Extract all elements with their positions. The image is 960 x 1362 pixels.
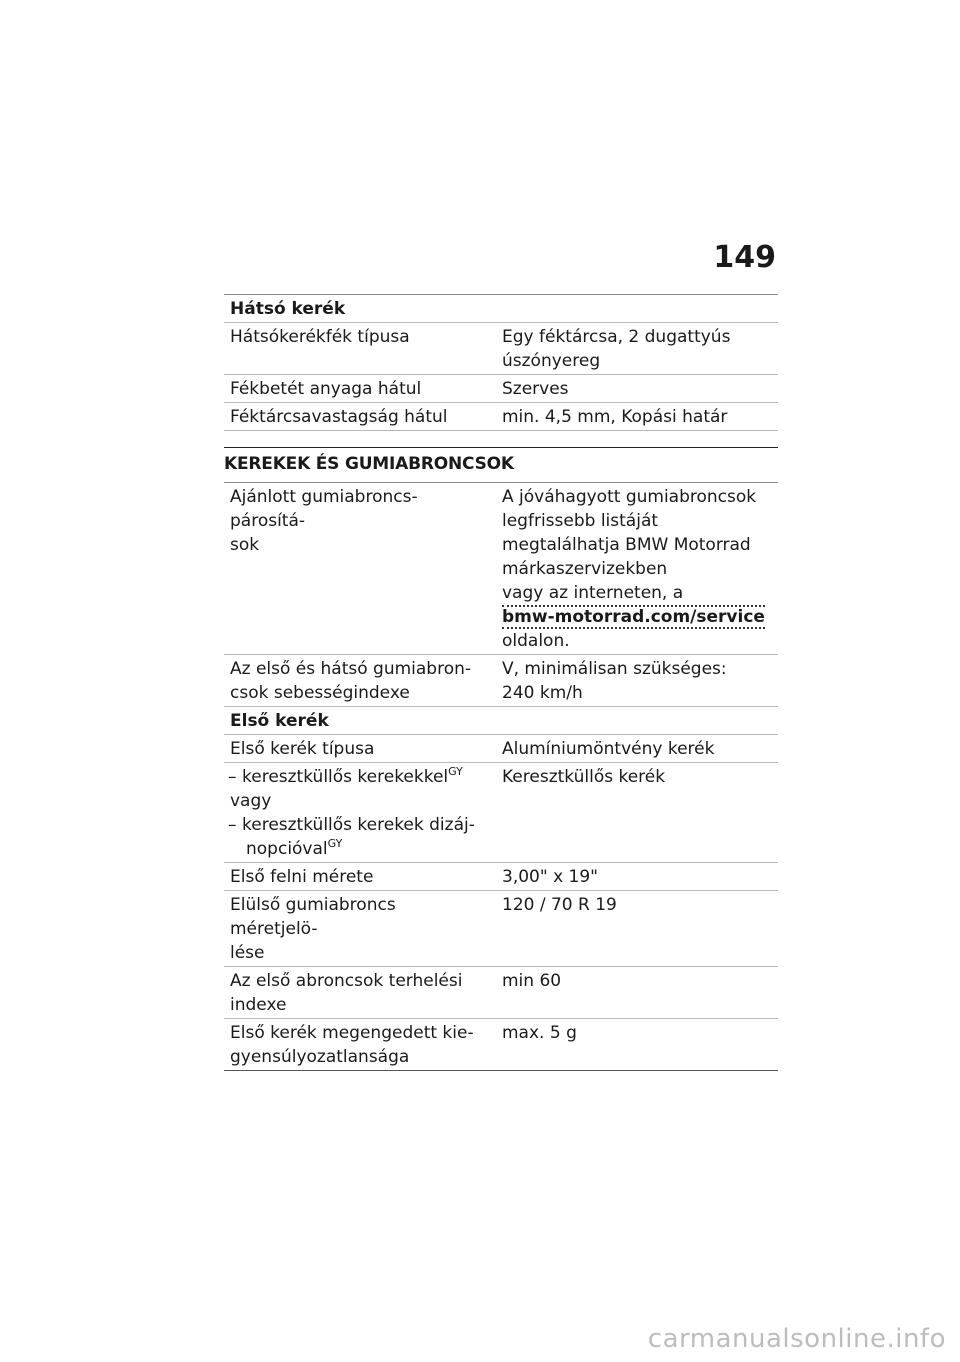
page-number: 149	[713, 240, 776, 275]
spec-value: min 60	[502, 971, 562, 991]
chapter-title: KEREKEK ÉS GUMIABRONCSOK	[224, 447, 778, 483]
label-line: lése	[230, 943, 265, 963]
spec-value: 120 / 70 R 19	[502, 895, 617, 915]
option-or: vagy	[230, 791, 272, 811]
option-text: keresztküllős kerekek dizáj-	[242, 815, 475, 835]
label-line: csok sebességindexe	[230, 683, 410, 703]
table-row	[224, 323, 778, 375]
table-row	[224, 735, 778, 763]
spec-value: Szerves	[502, 379, 569, 399]
table-row	[224, 403, 778, 431]
label-line: sok	[230, 535, 260, 555]
label-line: gyensúlyozatlansága	[230, 1047, 410, 1067]
front-wheel-header	[224, 707, 778, 735]
table-row	[224, 863, 778, 891]
option-item	[228, 765, 488, 789]
spec-label: Fékbetét anyaga hátul	[230, 379, 422, 399]
label-line: indexe	[230, 995, 287, 1015]
label-line: Elülső gumiabroncs méretjelö-	[230, 895, 396, 939]
table-row	[224, 375, 778, 403]
value-line: oldalon.	[502, 631, 570, 651]
option-superscript: GY	[327, 837, 343, 850]
value-line: megtalálhatja BMW Motorrad	[502, 535, 751, 555]
table-row	[224, 763, 778, 863]
service-link[interactable]: bmw-motorrad.com/service	[502, 607, 765, 627]
dash-bullet: –	[228, 767, 237, 787]
spec-value: Keresztküllős kerék	[502, 767, 666, 787]
value-line: A jóváhagyott gumiabroncsok	[502, 487, 757, 507]
spec-label	[224, 1021, 496, 1069]
table-row	[224, 655, 778, 707]
label-line: Első kerék megengedett kie-	[230, 1023, 474, 1043]
option-continuation	[228, 837, 488, 861]
spec-label: Első felni mérete	[230, 867, 374, 887]
spec-value: 3,00" x 19"	[502, 867, 598, 887]
spec-label	[224, 485, 496, 653]
label-line: Az első abroncsok terhelési	[230, 971, 463, 991]
section-title-front-wheel: Első kerék	[230, 711, 329, 731]
table-row	[224, 1019, 778, 1071]
spec-value: Alumíniumöntvény kerék	[502, 739, 715, 759]
value-line: Egy féktárcsa, 2 dugattyús	[502, 327, 731, 347]
spec-value: max. 5 g	[502, 1023, 577, 1043]
section-title-rear-wheel: Hátsó kerék	[230, 299, 346, 319]
spec-label: Hátsókerékfék típusa	[230, 327, 410, 347]
spec-label	[224, 893, 496, 965]
spec-value	[496, 657, 778, 705]
option-superscript: GY	[448, 765, 463, 778]
value-line: 240 km/h	[502, 683, 583, 703]
spec-value: min. 4,5 mm, Kopási határ	[502, 407, 728, 427]
spec-value	[496, 485, 778, 653]
label-line: Ajánlott gumiabroncs-párosítá-	[230, 487, 418, 531]
dash-bullet: –	[228, 815, 237, 835]
value-line: vagy az interneten, a	[502, 583, 684, 603]
spec-label: Első kerék típusa	[230, 739, 375, 759]
spec-label	[224, 657, 496, 705]
watermark: carmanualsonline.info	[647, 1324, 946, 1354]
spec-label: Féktárcsavastagság hátul	[230, 407, 448, 427]
spec-content	[224, 294, 778, 1071]
label-line: Az első és hátsó gumiabron-	[230, 659, 472, 679]
spec-label	[224, 969, 496, 1017]
value-line: márkaszervizekben	[502, 559, 668, 579]
table-row	[224, 967, 778, 1019]
rear-wheel-header	[224, 294, 778, 323]
value-line: V, minimálisan szükséges:	[502, 659, 727, 679]
value-line: úszónyereg	[502, 351, 601, 371]
table-row	[224, 483, 778, 655]
table-row	[224, 891, 778, 967]
option-text: nopcióval	[246, 839, 328, 859]
option-item	[228, 813, 488, 837]
option-text: keresztküllős kerekekkel	[242, 767, 449, 787]
spec-value	[496, 325, 778, 373]
value-line: legfrissebb listáját	[502, 511, 659, 531]
spec-label	[224, 765, 496, 861]
